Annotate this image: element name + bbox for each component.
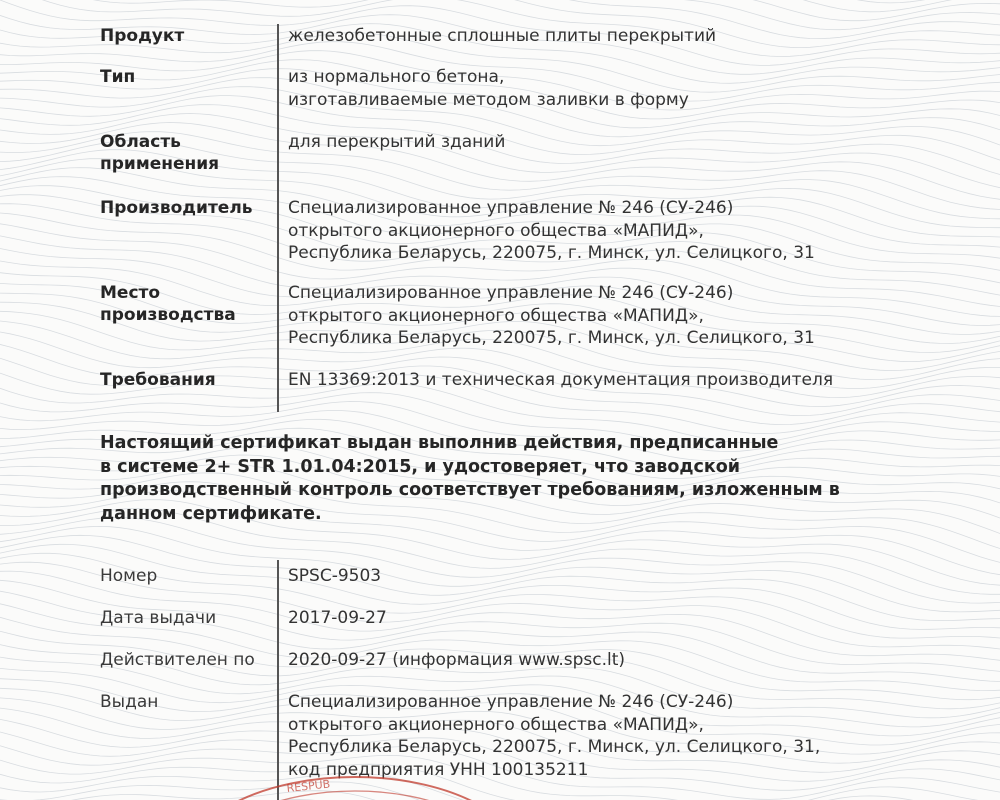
detail-value — [288, 691, 968, 781]
field-value — [288, 25, 968, 48]
value-line: открытого акционерного общества «МАПИД», — [288, 305, 704, 326]
value-line: SPSC-9503 — [288, 566, 382, 586]
statement-line: производственный контроль соответствует требованиям, изложенным в — [100, 480, 840, 500]
divider-line-bottom — [277, 560, 279, 800]
field-label: Продукт — [100, 26, 185, 46]
field-value — [288, 282, 968, 350]
value-line: открытого акционерного общества «МАПИД», — [288, 220, 704, 241]
field-value — [288, 197, 968, 265]
value-line: Республика Беларусь, 220075, г. Минск, ул. Селицкого, 31, — [288, 737, 821, 757]
value-line: Специализированное управление № 246 (СУ-246) — [288, 283, 734, 303]
field-value — [288, 66, 968, 111]
value-line: 2020-09-27 (информация www.spsc.lt) — [288, 650, 626, 670]
field-label: Область применения — [100, 132, 220, 174]
value-line: Республика Беларусь, 220075, г. Минск, ул. Селицкого, 31 — [288, 243, 815, 263]
stamp-seal — [175, 770, 535, 800]
detail-label: Действителен по — [100, 650, 255, 670]
value-line: изготавливаемые методом заливки в форму — [288, 89, 689, 110]
field-label: Требования — [100, 370, 216, 390]
value-line: EN 13369:2013 и техническая документация производителя — [288, 370, 834, 390]
field-label: Место производства — [100, 283, 236, 325]
field-label: Тип — [100, 67, 136, 87]
certificate-statement — [100, 432, 920, 526]
value-line: 2017-09-27 — [288, 608, 387, 628]
value-line: железобетонные сплошные плиты перекрытий — [288, 26, 717, 46]
detail-value — [288, 607, 968, 630]
value-line: код предприятия УНН 100135211 — [288, 759, 589, 780]
detail-label: Дата выдачи — [100, 608, 217, 628]
svg-text:RESPUB: RESPUB — [285, 777, 331, 795]
value-line: Специализированное управление № 246 (СУ-246) — [288, 692, 734, 712]
detail-label: Номер — [100, 566, 158, 586]
field-value — [288, 369, 968, 392]
value-line: открытого акционерного общества «МАПИД», — [288, 714, 704, 735]
detail-label: Выдан — [100, 692, 159, 712]
detail-value — [288, 565, 968, 588]
divider-line-top — [277, 24, 279, 412]
statement-line: Настоящий сертификат выдан выполнив действия, предписанные — [100, 433, 779, 453]
statement-line: в системе 2+ STR 1.01.04:2015, и удостоверяет, что заводской — [100, 456, 741, 477]
value-line: из нормального бетона, — [288, 67, 505, 87]
value-line: для перекрытий зданий — [288, 132, 506, 152]
value-line: Республика Беларусь, 220075, г. Минск, ул. Селицкого, 31 — [288, 328, 815, 348]
value-line: Специализированное управление № 246 (СУ-246) — [288, 198, 734, 218]
detail-value — [288, 649, 968, 672]
statement-line: данном сертификате. — [100, 503, 322, 524]
field-label: Производитель — [100, 198, 253, 218]
field-value — [288, 131, 968, 154]
